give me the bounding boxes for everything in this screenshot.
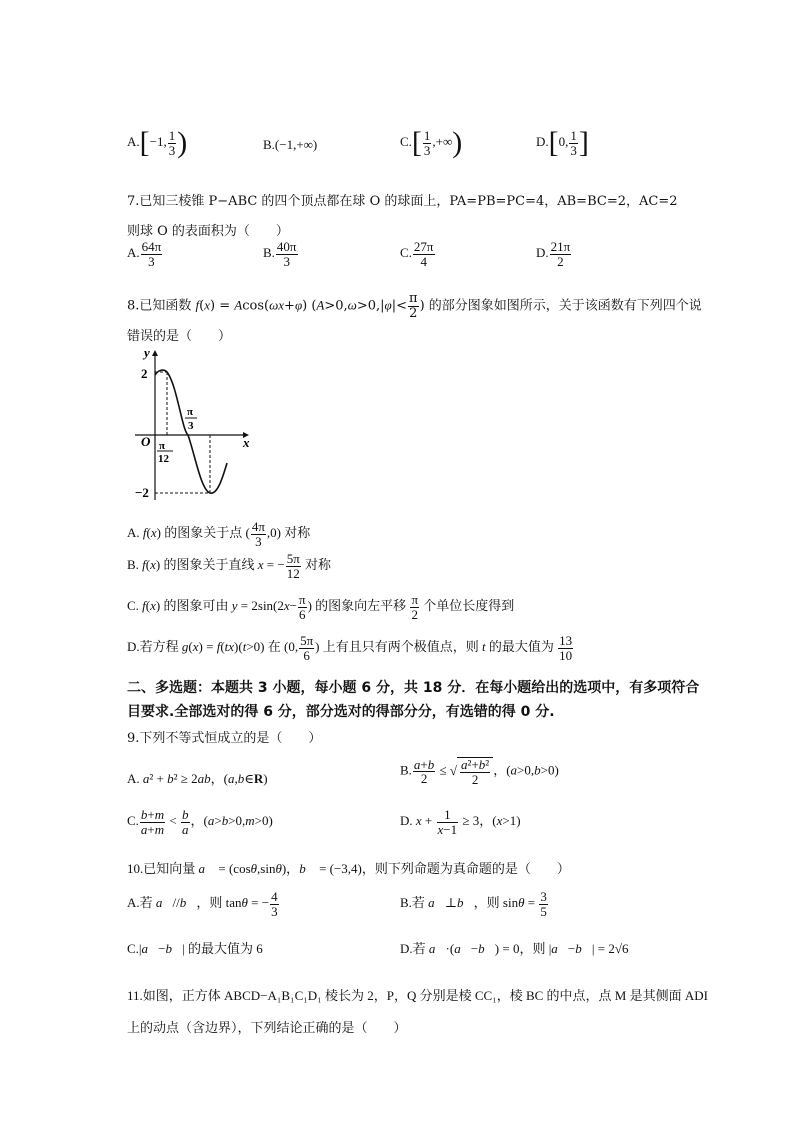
q7-option-b: B. $\frac{40\pi}{3}$	[263, 239, 297, 269]
q6-option-a: A.[−1, $\frac{1}{3}$ )	[127, 126, 188, 159]
q7-stem-line1: 7.已知三棱锥 P−ABC 的四个顶点都在球 O 的球面上，PA=PB=PC=4，AB=BC=2，AC=2	[127, 194, 678, 209]
q9-option-a: A. a² + b² ≥ 2ab，(a,b∈R)	[127, 771, 268, 786]
y-axis-label: y	[144, 345, 150, 360]
q9-option-c: C. $\frac{b+m}{a+m}$ < $\frac{b}{a}$ ，(a>b>0,m>0)	[127, 807, 273, 837]
x-axis-label: x	[243, 435, 250, 450]
q8-option-b: B. f(x) 的图象关于直线 x = − $\frac{5\pi}{12}$ 对称	[127, 551, 332, 581]
q8-option-a: A. f(x) 的图象关于点 ( $\frac{4\pi}{3}$ ,0) 对称	[127, 519, 311, 549]
tick-pi-12-den: 12	[158, 453, 169, 465]
q8-graph	[127, 345, 257, 505]
q7-option-a: A. $\frac{64\pi}{3}$	[127, 239, 162, 269]
q11-stem-line1: 11.如图，正方体 ABCD−A₁B₁C₁D₁ 棱长为 2，P，Q 分别是棱 CC₁，棱 BC 的中点，点 M 是其侧面 ADI	[127, 988, 708, 1003]
q7-option-d: D. $\frac{21\pi}{2}$	[536, 239, 571, 269]
q6-option-b: B.(−1,+∞)	[263, 137, 318, 152]
origin-label: O	[141, 434, 151, 449]
q9-option-d: D. x + $\frac{1}{x-1}$ ≥ 3，(x>1)	[400, 807, 521, 837]
q8-option-d: D.若方程 g(x) = f(tx)(t>0) 在 (0, $\frac{5\pi}{6}$ ) 上有且只有两个极值点，则 t 的最大值为 $\frac{13}{10}$	[127, 633, 573, 663]
q10-option-a: A.若 a⃗//b⃗，则 tanθ = − $\frac{4}{3}$	[127, 889, 278, 919]
q10-option-d: D.若 a⃗·(a⃗−b⃗) = 0，则 |a⃗−b⃗| = 2√6	[400, 941, 629, 956]
q10-option-b: B.若 a⃗⊥b⃗，则 sinθ = $\frac{3}{5}$	[400, 889, 547, 919]
q10-stem: 10.已知向量 a⃗ = (cosθ,sinθ)，b⃗ = (−3,4)，则下列命题为真命题的是（ ）	[127, 861, 570, 876]
tick-pi-3-den: 3	[188, 420, 194, 432]
q6-option-c: C.[ $\frac{1}{3}$ ,+∞)	[400, 126, 463, 159]
y-axis-arrow	[152, 350, 158, 356]
q9-option-b: B. $\frac{a+b}{2}$ ≤ √ $\frac{\text{a²+b²}}{2}$ ，(a>0,b>0)	[400, 756, 559, 787]
y-max-label: 2	[141, 366, 148, 381]
tick-pi-3-num: π	[187, 406, 194, 418]
q8-option-c: C. f(x) 的图象可由 y = 2sin(2x− $\frac{\pi}{6}$ ) 的图象向左平移 $\frac{\pi}{2}$ 个单位长度得到	[127, 592, 515, 622]
q7-option-c: C. $\frac{27\pi}{4}$	[400, 239, 434, 269]
q10-option-c: C.|a⃗−b⃗| 的最大值为 6	[127, 941, 263, 956]
q8-stem-line1: 8.已知函数 f(x) = Acos(ωx+φ) (A>0,ω>0,|φ|< $\frac{\pi}{2}$ ) 的部分图象如图所示，关于该函数有下列四个说	[127, 292, 702, 321]
section2-heading-line2: 目要求.全部选对的得 6 分，部分选对的得部分分，有选错的得 0 分.	[127, 704, 555, 720]
q6-option-d: D.[0, $\frac{1}{3}$ ]	[536, 126, 589, 159]
q7-stem-line2: 则球 O 的表面积为（ ）	[127, 224, 289, 239]
q11-stem-line2: 上的动点（含边界），下列结论正确的是（ ）	[127, 1021, 407, 1036]
section2-heading-line1: 二、多选题：本题共 3 小题，每小题 6 分，共 18 分．在每小题给出的选项中，有多项符合	[127, 680, 700, 696]
q9-stem: 9.下列不等式恒成立的是（ ）	[127, 731, 322, 746]
q8-stem-line2: 错误的是（ ）	[127, 329, 232, 344]
tick-pi-12-num: π	[159, 440, 166, 452]
y-min-label: −2	[135, 485, 149, 500]
